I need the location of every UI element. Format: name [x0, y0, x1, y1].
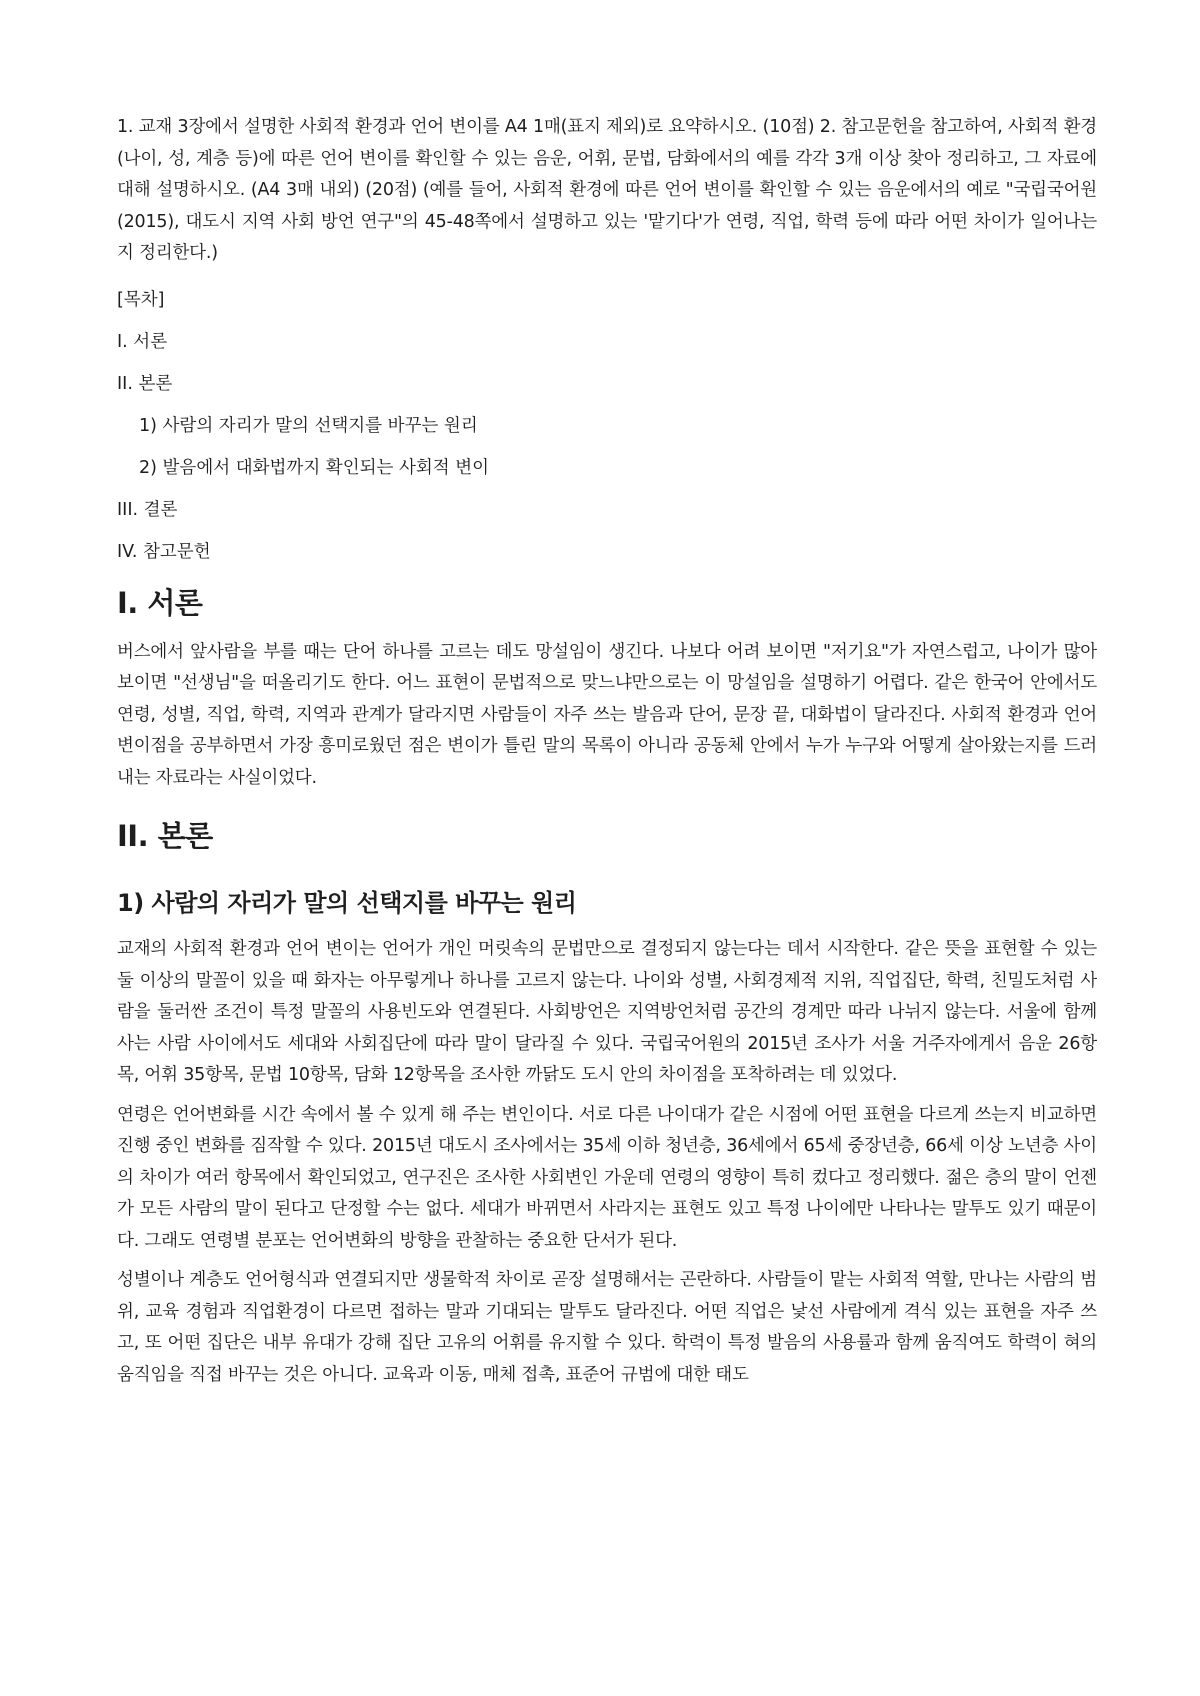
toc-item-intro: I. 서론 [117, 331, 168, 352]
section-1-heading: 1) 사람의 자리가 말의 선택지를 바꾸는 원리 [117, 889, 577, 917]
assignment-instructions: 1. 교재 3장에서 설명한 사회적 환경과 언어 변이를 A4 1매(표지 제외)로 요약하시오. (10점) 2. 참고문헌을 참고하여, 사회적 환경(나이, 성, 계층 등)에 따른 언어 변이를 확인할 수 있는 음운, 어휘, 문법, 담화에서의 예를 각각 3개 이상 찾아 정리하고, 그 자료에 대해 설명하시오. (A4 3매 내외) (20점) (예를 들어, 사회적 환경에 따른 언어 변이를 확인할 수 있는 음운에서의 예로 "국립국어원(2015), 대도시 지역 사회 방언 연구"의 45-48쪽에서 설명하고 있는 '맡기다'가 연령, 직업, 학력 등에 따라 어떤 차이가 일어나는지 정리한다.) [117, 117, 1097, 263]
section-1-paragraph-3: 성별이나 계층도 언어형식과 연결되지만 생물학적 차이로 곧장 설명해서는 곤란하다. 사람들이 맡는 사회적 역할, 만나는 사람의 범위, 교육 경험과 직업환경이 다르면 접하는 말과 기대되는 말투도 달라진다. 어떤 직업은 낯선 사람에게 격식 있는 표현을 자주 쓰고, 또 어떤 집단은 내부 유대가 강해 집단 고유의 어휘를 유지할 수 있다. 학력이 특정 발음의 사용률과 함께 움직여도 학력이 혀의 움직임을 직접 바꾸는 것은 아니다. 교육과 이동, 매체 접촉, 표준어 규범에 대한 태도 [117, 1270, 1097, 1385]
section-1-paragraph-1: 교재의 사회적 환경과 언어 변이는 언어가 개인 머릿속의 문법만으로 결정되지 않는다는 데서 시작한다. 같은 뜻을 표현할 수 있는 둘 이상의 말꼴이 있을 때 화자는 아무렇게나 하나를 고르지 않는다. 나이와 성별, 사회경제적 지위, 직업집단, 학력, 친밀도처럼 사람을 둘러싼 조건이 특정 말꼴의 사용빈도와 연결된다. 사회방언은 지역방언처럼 공간의 경계만 따라 나뉘지 않는다. 서울에 함께 사는 사람 사이에서도 세대와 사회집단에 따라 말이 달라질 수 있다. 국립국어원의 2015년 조사가 서울 거주자에게서 음운 26항목, 어휘 35항목, 문법 10항목, 담화 12항목을 조사한 까닭도 도시 안의 차이점을 포착하려는 데 있었다. [117, 939, 1097, 1085]
toc-item-conclusion: III. 결론 [117, 499, 178, 520]
toc-subitem-2: 2) 발음에서 대화법까지 확인되는 사회적 변이 [139, 457, 490, 478]
toc-item-body: II. 본론 [117, 373, 173, 394]
section-1-paragraph-2: 연령은 언어변화를 시간 속에서 볼 수 있게 해 주는 변인이다. 서로 다른 나이대가 같은 시점에 어떤 표현을 다르게 쓰는지 비교하면 진행 중인 변화를 짐작할 수 있다. 2015년 대도시 조사에서는 35세 이하 청년층, 36세에서 65세 중장년층, 66세 이상 노년층 사이의 차이가 여러 항목에서 확인되었고, 연구진은 조사한 사회변인 가운데 연령의 영향이 특히 컸다고 정리했다. 젊은 층의 말이 언젠가 모든 사람의 말이 된다고 단정할 수는 없다. 세대가 바뀌면서 사라지는 표현도 있고 특정 나이에만 나타나는 말투도 있기 때문이다. 그래도 연령별 분포는 언어변화의 방향을 관찰하는 중요한 단서가 된다. [117, 1104, 1097, 1251]
document-page [117, 112, 1097, 1399]
intro-paragraph: 버스에서 앞사람을 부를 때는 단어 하나를 고르는 데도 망설임이 생긴다. 나보다 어려 보이면 "저기요"가 자연스럽고, 나이가 많아 보이면 "선생님"을 떠올리기도 한다. 어느 표현이 문법적으로 맞느냐만으로는 이 망설임을 설명하기 어렵다. 같은 한국어 안에서도 연령, 성별, 직업, 학력, 지역과 관계가 달라지면 사람들이 자주 쓰는 발음과 단어, 문장 끝, 대화법이 달라진다. 사회적 환경과 언어 변이점을 공부하면서 가장 흥미로웠던 점은 변이가 틀린 말의 목록이 아니라 공동체 안에서 누가 누구와 어떻게 살아왔는지를 드러내는 자료라는 사실이었다. [117, 641, 1097, 788]
body-heading: II. 본론 [117, 819, 213, 853]
toc-subitem-1: 1) 사람의 자리가 말의 선택지를 바꾸는 원리 [139, 415, 478, 436]
toc-title: [목차] [117, 289, 165, 310]
toc-item-references: IV. 참고문헌 [117, 541, 211, 562]
intro-heading: I. 서론 [117, 585, 203, 620]
